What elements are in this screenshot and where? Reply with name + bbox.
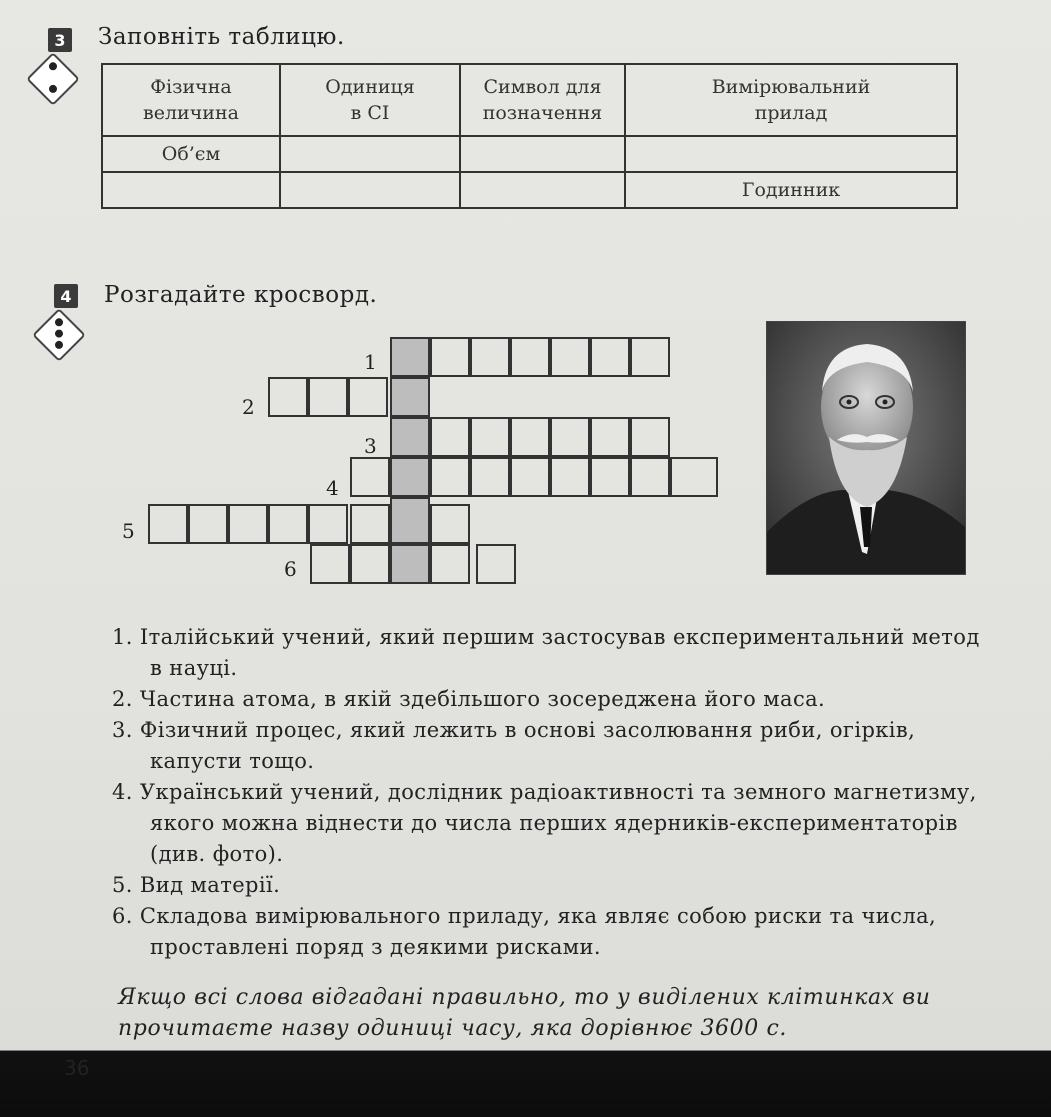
- crossword-cell[interactable]: [350, 457, 390, 497]
- crossword-cell[interactable]: [188, 504, 228, 544]
- clue-item: 4. Український учений, дослідник радіоактивності та земного магнетизму, якого можна віднести до числа перших ядерників-експериментаторів (див. фото).: [112, 780, 977, 866]
- task-4-title: Розгадайте кросворд.: [104, 282, 378, 308]
- crossword-cell-highlighted[interactable]: [390, 497, 430, 544]
- crossword-cell[interactable]: [510, 417, 550, 457]
- crossword-cell-highlighted[interactable]: [390, 337, 430, 377]
- crossword-cell[interactable]: [630, 457, 670, 497]
- crossword-cell[interactable]: [670, 457, 718, 497]
- portrait-illustration: [767, 322, 965, 574]
- crossword-cell[interactable]: [350, 544, 390, 584]
- dice-icon: [32, 308, 86, 362]
- crossword-cell[interactable]: [470, 457, 510, 497]
- crossword-cell[interactable]: [350, 504, 390, 544]
- crossword-cell[interactable]: [430, 417, 470, 457]
- crossword-cell[interactable]: [148, 504, 188, 544]
- crossword-number: 4: [326, 476, 339, 500]
- portrait-photo: [766, 321, 966, 575]
- crossword-cell[interactable]: [430, 337, 470, 377]
- crossword-cell[interactable]: [268, 377, 308, 417]
- crossword-cell[interactable]: [470, 417, 510, 457]
- clue-item: 3. Фізичний процес, який лежить в основі засолювання риби, огірків, капусти тощо.: [112, 718, 916, 773]
- crossword-number: 1: [364, 350, 377, 374]
- crossword-number: 2: [242, 395, 255, 419]
- crossword-cell[interactable]: [348, 377, 388, 417]
- crossword-cell[interactable]: [430, 504, 470, 544]
- header-instrument: Вимірювальний прилад: [625, 64, 957, 136]
- clue-item: 6. Складова вимірювального приладу, яка являє собою риски та числа, проставлені поряд з деякими рисками.: [112, 904, 937, 959]
- table-cell[interactable]: [625, 136, 957, 172]
- header-si-unit: Одиниця в СІ: [280, 64, 460, 136]
- crossword-cell[interactable]: [550, 337, 590, 377]
- crossword-cell-highlighted[interactable]: [390, 457, 430, 497]
- crossword-cell[interactable]: [590, 337, 630, 377]
- crossword-cell[interactable]: [550, 457, 590, 497]
- crossword-cell[interactable]: [476, 544, 516, 584]
- crossword-cell[interactable]: [630, 337, 670, 377]
- crossword-cell[interactable]: [228, 504, 268, 544]
- crossword-cell[interactable]: [550, 417, 590, 457]
- table-cell: Годинник: [625, 172, 957, 208]
- crossword-hint: Якщо всі слова відгадані правильно, то у виділених клітинках ви прочитаєте назву одиниці часу, яка дорівнює 3600 с.: [118, 985, 931, 1041]
- header-symbol: Символ для позначення: [460, 64, 625, 136]
- crossword-cell[interactable]: [310, 544, 350, 584]
- crossword-cell[interactable]: [308, 504, 348, 544]
- crossword-number: 6: [284, 557, 297, 581]
- crossword-cell[interactable]: [430, 544, 470, 584]
- crossword-cell[interactable]: [510, 337, 550, 377]
- clue-item: 2. Частина атома, в якій здебільшого зосереджена його маса.: [112, 687, 826, 711]
- clue-item: 1. Італійський учений, який першим застосував експериментальний метод в науці.: [112, 625, 980, 680]
- table-cell: Об’єм: [102, 136, 280, 172]
- fill-table: [101, 63, 958, 209]
- clue-item: 5. Вид матерії.: [112, 873, 281, 897]
- clue-list: [112, 622, 982, 963]
- crossword-cell[interactable]: [590, 417, 630, 457]
- crossword-cell[interactable]: [590, 457, 630, 497]
- crossword-cell-highlighted[interactable]: [390, 377, 430, 417]
- task-3-title: Заповніть таблицю.: [98, 24, 345, 50]
- crossword-cell[interactable]: [630, 417, 670, 457]
- crossword-number: 5: [122, 519, 135, 543]
- table-cell[interactable]: [280, 172, 460, 208]
- task-3-number: 3: [48, 28, 72, 52]
- table-cell[interactable]: [460, 172, 625, 208]
- table-cell[interactable]: [460, 136, 625, 172]
- dice-icon: [26, 52, 80, 106]
- crossword-cell-highlighted[interactable]: [390, 417, 430, 457]
- page-number: 36: [64, 1056, 90, 1080]
- table-cell[interactable]: [102, 172, 280, 208]
- table-cell[interactable]: [280, 136, 460, 172]
- crossword-cell[interactable]: [430, 457, 470, 497]
- crossword-cell[interactable]: [510, 457, 550, 497]
- header-quantity: Фізична величина: [102, 64, 280, 136]
- crossword-cell[interactable]: [308, 377, 348, 417]
- crossword-cell[interactable]: [470, 337, 510, 377]
- crossword-cell-highlighted[interactable]: [390, 544, 430, 584]
- crossword-number: 3: [364, 434, 377, 458]
- crossword-cell[interactable]: [268, 504, 308, 544]
- task-4-number: 4: [54, 284, 78, 308]
